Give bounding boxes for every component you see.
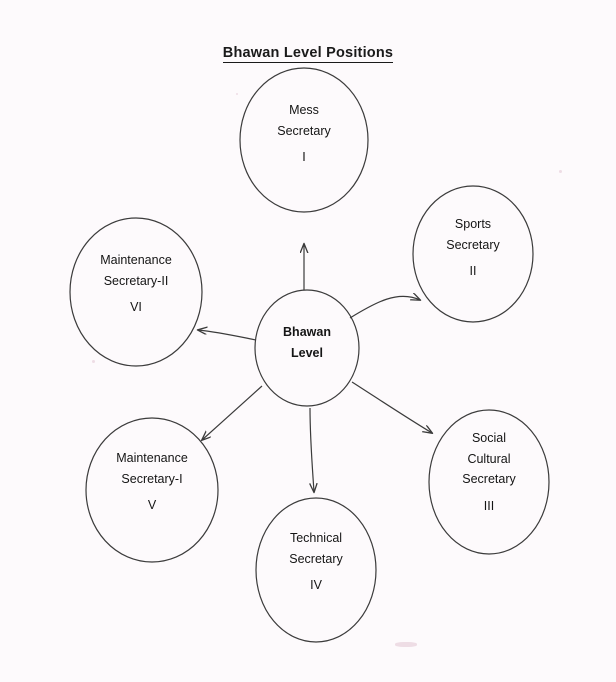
node-maintenance-secretary-1[interactable] <box>86 418 218 562</box>
label-sports-secretary-line2: Secretary <box>446 237 500 252</box>
label-maintenance-secretary-1-line2: Secretary-I <box>121 471 183 486</box>
label-maintenance-secretary-2-line1: Maintenance <box>100 253 172 267</box>
edge-to-technical <box>310 408 314 492</box>
label-social-cultural-secretary-line3: Secretary <box>462 472 516 487</box>
node-maintenance-secretary-2[interactable] <box>70 218 202 366</box>
label-mess-secretary-line2: Secretary <box>277 123 331 138</box>
label-maintenance-secretary-2-roman: VI <box>130 300 142 315</box>
node-sports-secretary[interactable] <box>413 186 533 322</box>
label-maintenance-secretary-2-line2: Secretary-II <box>103 273 169 288</box>
label-social-cultural-secretary-line2: Cultural <box>467 451 511 466</box>
label-maintenance-secretary-1-roman: V <box>147 498 157 513</box>
edge-to-social-cultural <box>352 382 432 433</box>
paper-speck <box>559 170 562 173</box>
label-technical-secretary-line1: Technical <box>289 531 343 545</box>
page-title-text: Bhawan Level Positions <box>222 45 394 61</box>
label-technical-secretary-roman: IV <box>310 578 322 593</box>
label-mess-secretary-roman: I <box>302 150 306 165</box>
label-social-cultural-secretary-line1: Social <box>471 431 507 445</box>
paper-speck <box>236 93 238 95</box>
label-maintenance-secretary-1-line1: Maintenance <box>116 451 188 465</box>
label-sports-secretary-roman: II <box>469 264 477 279</box>
label-sports-secretary-line1: Sports <box>454 217 492 231</box>
edges-group <box>198 244 432 492</box>
node-technical-secretary[interactable] <box>256 498 376 642</box>
paper-smudge <box>395 642 417 647</box>
node-mess-secretary[interactable] <box>240 68 368 212</box>
label-bhawan-level-line1: Bhawan <box>283 325 331 339</box>
node-social-cultural-secretary[interactable] <box>429 410 549 554</box>
label-social-cultural-secretary-roman: III <box>483 498 495 513</box>
label-technical-secretary-line2: Secretary <box>289 551 343 566</box>
label-bhawan-level-line2: Level <box>291 345 323 360</box>
edge-to-maintenance-2 <box>198 330 256 340</box>
label-mess-secretary-line1: Mess <box>289 103 319 117</box>
paper-speck <box>92 360 95 363</box>
node-bhawan-level[interactable] <box>255 290 359 406</box>
edge-to-sports <box>350 296 420 318</box>
edge-to-maintenance-1 <box>202 386 262 440</box>
nodes-group <box>70 68 549 642</box>
